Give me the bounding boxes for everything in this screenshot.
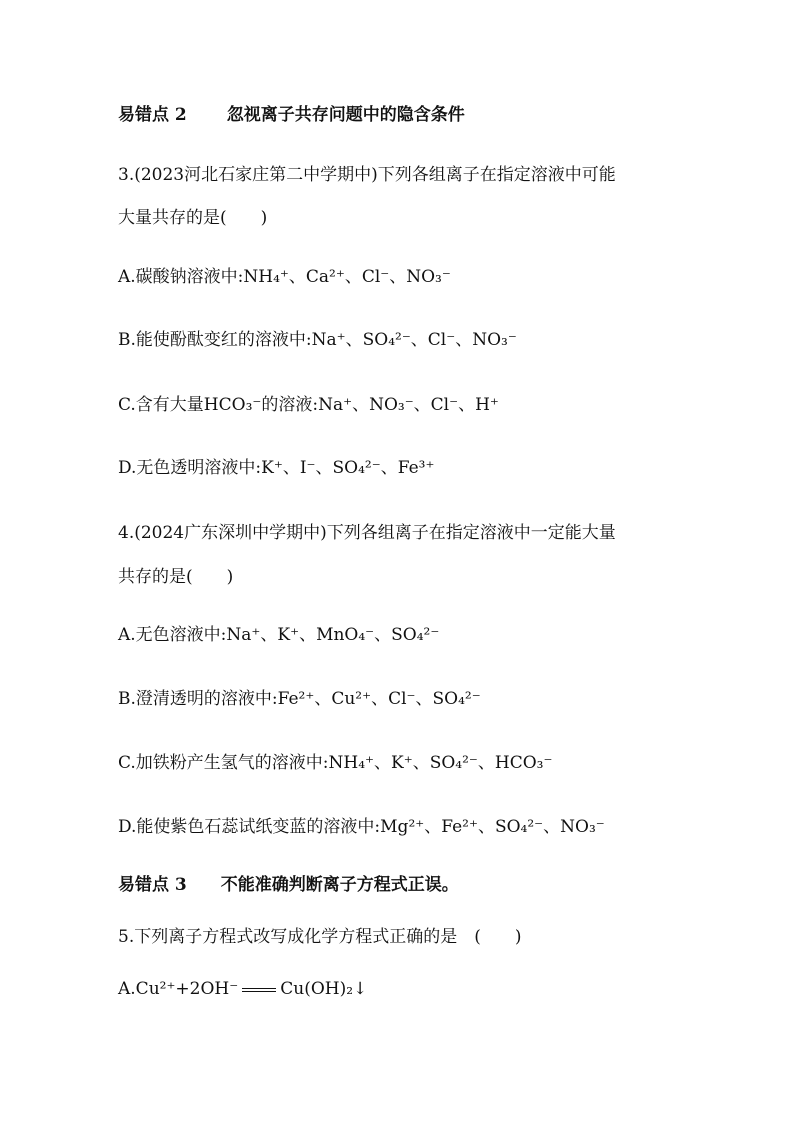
section-label: 易错点 2 (118, 105, 187, 125)
section-label: 易错点 3 (118, 875, 187, 895)
question-3-stem-line2: 大量共存的是( ) (118, 208, 268, 228)
equation-left: A.Cu²⁺+2OH⁻ (118, 979, 239, 999)
question-3-option-a: A.碳酸钠溶液中:NH₄⁺、Ca²⁺、Cl⁻、NO₃⁻ (118, 267, 451, 287)
question-3-option-b: B.能使酚酞变红的溶液中:Na⁺、SO₄²⁻、Cl⁻、NO₃⁻ (118, 330, 517, 350)
question-3-option-c: C.含有大量HCO₃⁻的溶液:Na⁺、NO₃⁻、Cl⁻、H⁺ (118, 395, 499, 415)
question-4-stem-line1: 4.(2024广东深圳中学期中)下列各组离子在指定溶液中一定能大量 (118, 523, 616, 543)
equation-right: Cu(OH)₂↓ (280, 979, 368, 999)
question-4-option-b: B.澄清透明的溶液中:Fe²⁺、Cu²⁺、Cl⁻、SO₄²⁻ (118, 689, 481, 709)
question-3-option-d: D.无色透明溶液中:K⁺、I⁻、SO₄²⁻、Fe³⁺ (118, 458, 435, 478)
section-heading-2 (118, 104, 465, 126)
question-5-option-a (118, 978, 367, 1000)
question-5-stem: 5.下列离子方程式改写成化学方程式正确的是 ( ) (118, 927, 522, 947)
question-4-option-a: A.无色溶液中:Na⁺、K⁺、MnO₄⁻、SO₄²⁻ (118, 625, 440, 645)
question-4-option-c: C.加铁粉产生氢气的溶液中:NH₄⁺、K⁺、SO₄²⁻、HCO₃⁻ (118, 753, 553, 773)
section-heading-3 (118, 874, 459, 896)
question-4-option-d: D.能使紫色石蕊试纸变蓝的溶液中:Mg²⁺、Fe²⁺、SO₄²⁻、NO₃⁻ (118, 817, 605, 837)
question-3-stem-line1: 3.(2023河北石家庄第二中学期中)下列各组离子在指定溶液中可能 (118, 165, 616, 185)
section-title: 忽视离子共存问题中的隐含条件 (226, 105, 465, 125)
question-4-stem-line2: 共存的是( ) (118, 567, 234, 587)
equals-sign (242, 988, 276, 992)
section-title: 不能准确判断离子方程式正误。 (220, 875, 459, 895)
